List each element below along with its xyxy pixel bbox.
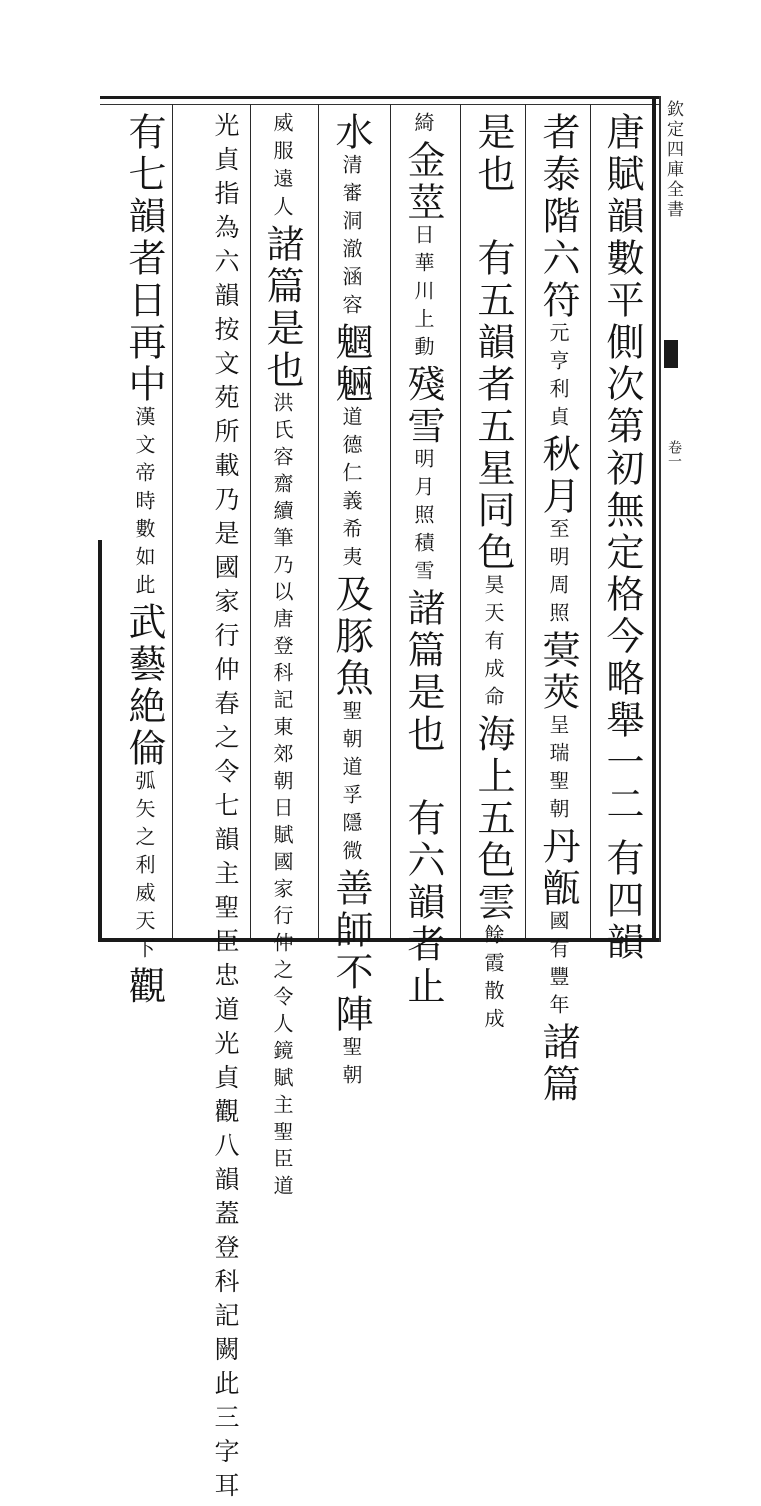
annotation-line: 元亨 xyxy=(546,322,570,378)
annotation-pair xyxy=(519,518,571,630)
text-column-3 xyxy=(467,112,519,1036)
column-rule xyxy=(172,104,173,938)
main-text: 金莖 xyxy=(401,140,445,224)
annotation-line: 日賦國家行仲之令人鏡賦主聖臣道 xyxy=(270,797,294,1202)
annotation-pair xyxy=(312,1036,364,1092)
annotation-line: 積雪 xyxy=(411,532,435,588)
annotation-pair xyxy=(519,910,571,1022)
main-text: 丹甑 xyxy=(536,826,580,910)
annotation-pair xyxy=(312,700,364,868)
annotation-line: 日華川 xyxy=(411,224,435,308)
frame-top-inner-border xyxy=(100,104,660,105)
annotation-line: 聖朝道 xyxy=(339,700,363,784)
annotation-line: 呈瑞 xyxy=(546,714,570,770)
annotation-line: 成命 xyxy=(481,658,505,714)
frame-left-border xyxy=(98,540,102,942)
main-text: 海上五色雲 xyxy=(471,714,515,924)
text-column-1 xyxy=(596,112,648,964)
main-text: 殘雪 xyxy=(401,364,445,448)
fishtail-mark xyxy=(664,340,678,368)
annotation-line: 周照 xyxy=(546,574,570,630)
text-column-7 xyxy=(178,112,248,1506)
main-text: 諸篇是也 xyxy=(260,224,304,392)
annotation-line: 利貞 xyxy=(546,378,570,434)
annotation-line: 光貞指為六韻按文苑所載乃是國家行仲春之令七 xyxy=(211,112,240,826)
annotation-line: 漢文帝時 xyxy=(132,406,156,518)
annotation-line: 清審洞 xyxy=(339,154,363,238)
annotation-pair xyxy=(243,112,295,224)
folio-volume: 卷一 xyxy=(666,440,682,468)
annotation-line: 聖 xyxy=(339,1036,363,1064)
annotation-line: 昊天有 xyxy=(481,574,505,658)
text-column-4 xyxy=(397,112,449,1008)
main-text: 秋月 xyxy=(536,434,580,518)
main-text: 有七韻者日再中 xyxy=(122,112,166,406)
annotation-pair xyxy=(312,406,364,574)
text-column-2 xyxy=(532,112,584,1106)
main-text: 諸篇 xyxy=(536,1022,580,1106)
annotation-line: 上動 xyxy=(411,308,435,364)
annotation-pair xyxy=(105,770,157,966)
text-column-5 xyxy=(325,112,377,1092)
annotation-line: 朝 xyxy=(339,1064,363,1092)
annotation-pair xyxy=(243,392,295,1202)
annotation-line: 數如此 xyxy=(132,518,156,602)
annotation-line: 國有 xyxy=(546,910,570,966)
main-text: 武藝絶倫 xyxy=(122,602,166,770)
annotation-line: 道德仁 xyxy=(339,406,363,490)
frame-right-outer-border xyxy=(659,96,661,942)
annotation-pair xyxy=(454,574,506,714)
main-text: 有四韻 xyxy=(600,838,644,964)
annotation-pair xyxy=(384,224,436,364)
annotation-line: 至明 xyxy=(546,518,570,574)
frame-bottom-border xyxy=(100,938,660,942)
main-text: 及豚魚 xyxy=(329,574,373,700)
annotation-line: 弧矢之利 xyxy=(132,770,156,882)
main-text: 觀 xyxy=(122,966,166,1008)
frame-top-border xyxy=(100,96,660,99)
annotation-line: 遠人 xyxy=(270,168,294,224)
annotation-line: 豐年 xyxy=(546,966,570,1022)
annotation-pair xyxy=(519,322,571,434)
main-text: 善師不陣 xyxy=(329,868,373,1036)
main-text: 諸篇是也 有六韻者止 xyxy=(401,588,445,1008)
main-text: 水 xyxy=(329,112,373,154)
annotation-pair xyxy=(519,714,571,826)
annotation-pair xyxy=(384,448,436,588)
annotation-pair xyxy=(312,154,364,322)
annotation-line: 散成 xyxy=(481,980,505,1036)
annotation-line: 韻主聖臣忠道光貞觀八韻蓋登科記闕此三字耳 xyxy=(211,826,240,1506)
annotation-line: 孚隱微 xyxy=(339,784,363,868)
folio-title: 欽定四庫全書 xyxy=(663,100,683,220)
main-text: 唐賦韻數平側次第初無定格今略舉一二 xyxy=(600,112,644,826)
annotation-line: 威服 xyxy=(270,112,294,168)
text-column-6 xyxy=(256,112,308,1202)
frame-right-border xyxy=(652,96,656,942)
annotation-line: 綺 xyxy=(411,112,435,140)
annotation-pair xyxy=(454,924,506,1036)
annotation-line: 澈涵容 xyxy=(339,238,363,322)
annotation-line: 明月照 xyxy=(411,448,435,532)
annotation-line: 餘霞 xyxy=(481,924,505,980)
column-rule xyxy=(590,104,591,938)
annotation-line: 洪氏容齋續筆乃以唐登科記東郊朝 xyxy=(270,392,294,797)
main-text: 魍魎 xyxy=(329,322,373,406)
text-column-8 xyxy=(112,112,170,1008)
annotation-line: 聖朝 xyxy=(546,770,570,826)
annotation-pair xyxy=(105,406,157,602)
main-text: 者泰階六符 xyxy=(536,112,580,322)
main-text: 蓂莢 xyxy=(536,630,580,714)
annotation-line: 威天下 xyxy=(132,882,156,966)
main-text: 是也 有五韻者五星同色 xyxy=(471,112,515,574)
annotation-line: 義希夷 xyxy=(339,490,363,574)
